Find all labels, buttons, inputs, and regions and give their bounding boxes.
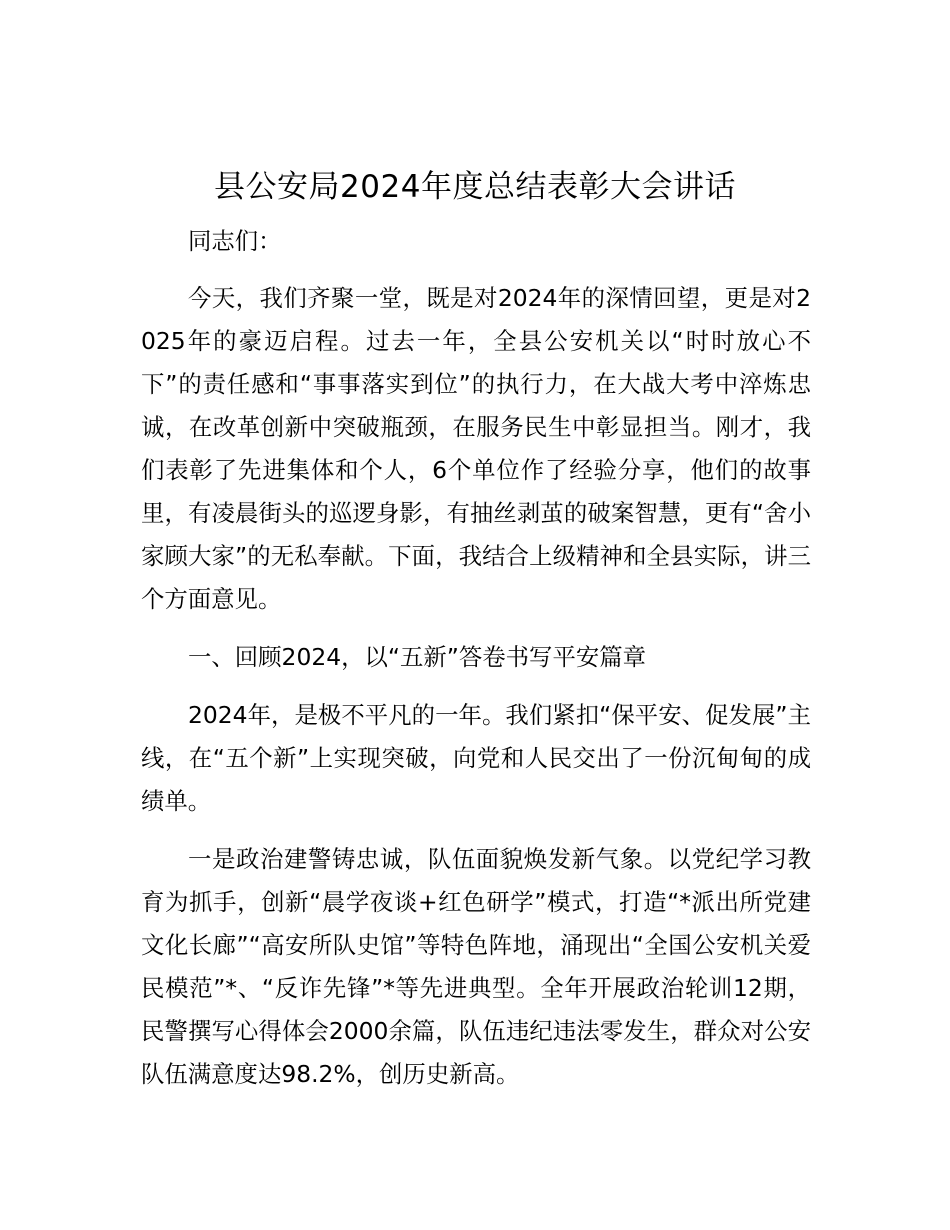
opening-paragraph: 今天，我们齐聚一堂，既是对2024年的深情回望，更是对2025年的豪迈启程。过去一年，全县公安机关以“时时放心不下”的责任感和“事事落实到位”的执行力，在大战大考中淬炼忠诚，在改革创新中突破瓶颈，在服务民生中彰显担当。刚才，我们表彰了先进集体和个人，6个单位作了经验分享，他们的故事里，有凌晨街头的巡逻身影，有抽丝剥茧的破案智慧，更有“舍小家顾大家”的无私奉献。下面，我结合上级精神和全县实际，讲三个方面意见。	[141, 284, 811, 613]
section-heading-1: 一、回顾2024，以“五新”答卷书写平安篇章	[188, 643, 647, 671]
document-body	[141, 220, 811, 1111]
section-intro-paragraph: 2024年，是极不平凡的一年。我们紧扣“保平安、促发展”主线，在“五个新”上实现突破，向党和人民交出了一份沉甸甸的成绩单。	[141, 701, 811, 815]
document-title: 县公安局2024年度总结表彰大会讲话	[214, 169, 736, 205]
point-one-paragraph: 一是政治建警铸忠诚，队伍面貌焕发新气象。以党纪学习教育为抓手，创新“晨学夜谈+红色研学”模式，打造“*派出所党建文化长廊”“高安所队史馆”等特色阵地，涌现出“全国公安机关爱民模范”*、“反诈先锋”*等先进典型。全年开展政治轮训12期，民警撰写心得体会2000余篇，队伍违纪违法零发生，群众对公安队伍满意度达98.2%，创历史新高。	[141, 845, 811, 1088]
salutation-paragraph: 同志们：	[188, 227, 282, 255]
